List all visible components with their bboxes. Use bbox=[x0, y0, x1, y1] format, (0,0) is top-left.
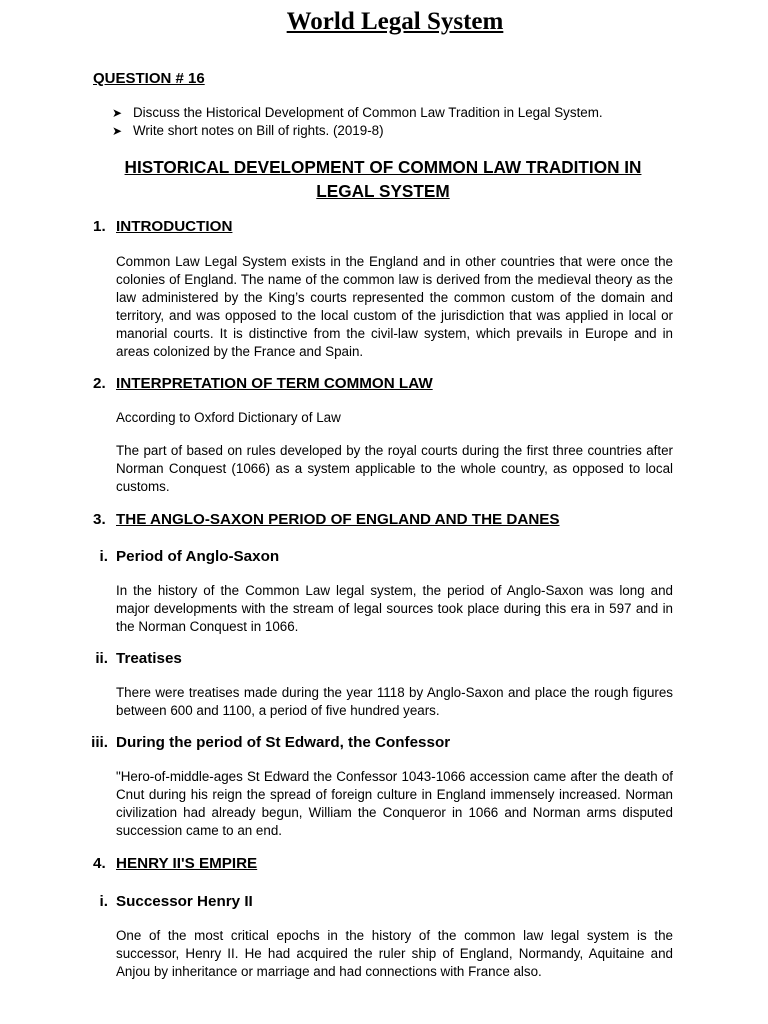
paragraph: There were treatises made during the year 1118 by Anglo-Saxon and place the rough figures between 600 and 1100, a period of five hundred years. bbox=[116, 685, 673, 718]
subsection-title: During the period of St Edward, the Confessor bbox=[116, 734, 451, 751]
list-item-text: Write short notes on Bill of rights. (2019-8) bbox=[133, 123, 384, 138]
list-item bbox=[112, 122, 603, 140]
main-heading: HISTORICAL DEVELOPMENT OF COMMON LAW TRADITION IN LEGAL SYSTEM bbox=[124, 157, 642, 201]
subsection-number: i. bbox=[99, 548, 108, 565]
section-number: 4. bbox=[93, 855, 106, 872]
subsection-number: i. bbox=[99, 893, 108, 910]
subsection-heading bbox=[95, 650, 182, 667]
section-title: INTERPRETATION OF TERM COMMON LAW bbox=[116, 375, 433, 392]
subsection-number: ii. bbox=[95, 650, 108, 667]
paragraph: In the history of the Common Law legal system, the period of Anglo-Saxon was long and major developments with the stream of legal sources took place during this era in 597 and in the Norman Conquest in 1066. bbox=[116, 583, 673, 634]
paragraph: One of the most critical epochs in the history of the common law legal system is the successor, Henry II. He had acquired the ruler ship of England, Normandy, Aquitaine and Anjou by inheritance or marriage and had connections with France also. bbox=[116, 928, 673, 979]
arrow-bullet-icon: ➤ bbox=[112, 124, 123, 138]
list-item bbox=[112, 104, 603, 122]
section-number: 1. bbox=[93, 218, 106, 235]
document-title: World Legal System bbox=[286, 8, 504, 35]
paragraph: According to Oxford Dictionary of Law bbox=[116, 410, 341, 425]
section-title: INTRODUCTION bbox=[116, 218, 233, 235]
subsection-heading bbox=[99, 893, 253, 910]
subsection-number: iii. bbox=[91, 734, 108, 751]
subsection-title: Successor Henry II bbox=[116, 893, 253, 910]
section-heading bbox=[93, 218, 232, 235]
section-heading bbox=[93, 855, 257, 872]
subsection-title: Period of Anglo-Saxon bbox=[116, 548, 280, 565]
subsection-heading bbox=[91, 734, 451, 751]
section-number: 3. bbox=[93, 511, 106, 528]
question-list bbox=[112, 104, 603, 140]
paragraph: "Hero-of-middle-ages St Edward the Confessor 1043-1066 accession came after the death of Cnut during his reign the spread of foreign culture in England immensely increased. Norman civilization had already begun, William the Conqueror in 1066 and Norman arms disputed succession came to an end. bbox=[116, 769, 673, 838]
paragraph: Common Law Legal System exists in the England and in other countries that were once the colonies of England. The name of the common law is derived from the medieval theory as the law administered by the King’s courts represented the common custom of the domain and territory, and was opposed to the local custom of the jurisdiction that was applied in local or manorial courts. It is distinctive from the civil-law system, which prevails in Europe and in areas colonized by the France and Spain. bbox=[116, 254, 673, 359]
paragraph: The part of based on rules developed by the royal courts during the first three countries after Norman Conquest (1066) as a system applicable to the whole country, as opposed to local customs. bbox=[116, 443, 673, 494]
subsection-title: Treatises bbox=[116, 650, 182, 667]
subsection-heading bbox=[99, 548, 280, 565]
section-title: THE ANGLO-SAXON PERIOD OF ENGLAND AND THE DANES bbox=[116, 511, 560, 528]
list-item-text: Discuss the Historical Development of Common Law Tradition in Legal System. bbox=[133, 105, 603, 120]
section-heading bbox=[93, 375, 433, 392]
arrow-bullet-icon: ➤ bbox=[112, 106, 123, 120]
question-heading: QUESTION # 16 bbox=[93, 70, 205, 87]
section-number: 2. bbox=[93, 375, 106, 392]
section-heading bbox=[93, 511, 560, 528]
section-title: HENRY II'S EMPIRE bbox=[116, 855, 258, 872]
